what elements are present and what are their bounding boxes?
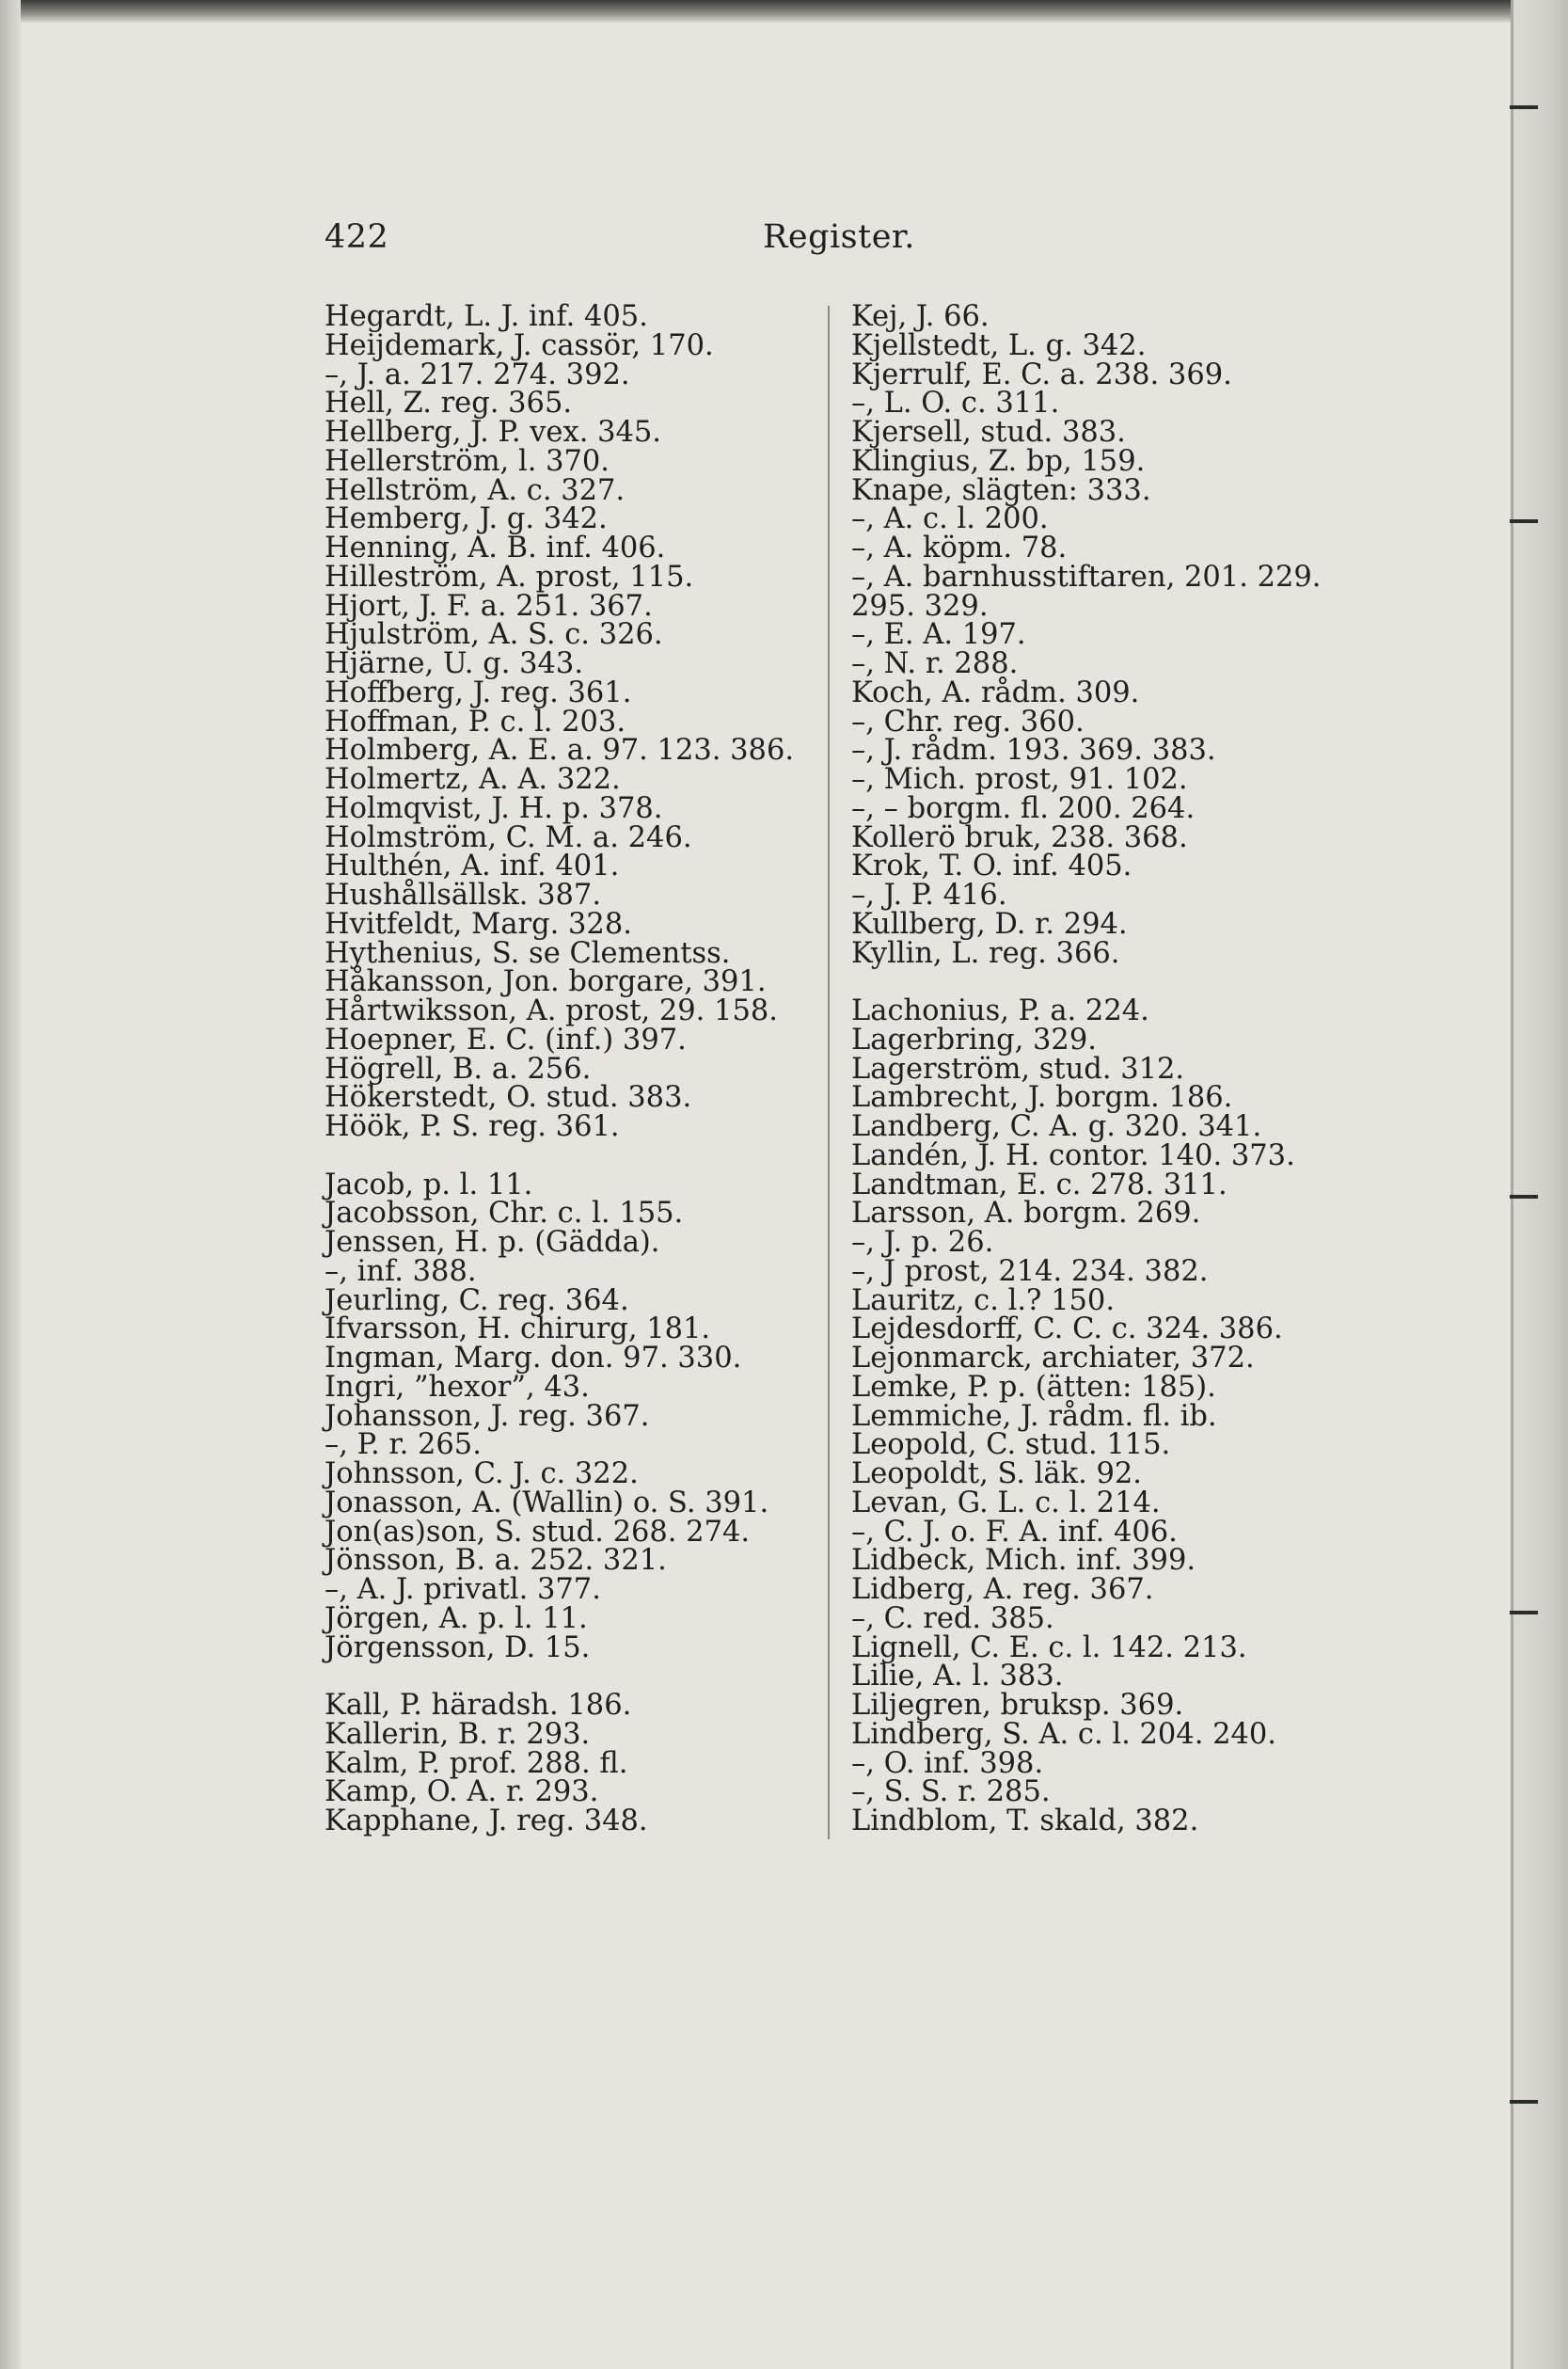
margin-tick	[1510, 519, 1538, 523]
page-number: 422	[325, 218, 389, 256]
register-entry: Hythenius, S. se Clementss.	[325, 936, 731, 970]
register-entry: Lejonmarck, archiater, 372.	[851, 1342, 1255, 1375]
register-entry: Höök, P. S. reg. 361.	[325, 1110, 620, 1143]
register-entry: Lilie, A. l. 383.	[851, 1660, 1064, 1693]
register-entry: Leopoldt, S. läk. 92.	[851, 1457, 1142, 1490]
register-entry: Lemke, P. p. (ätten: 185).	[851, 1370, 1216, 1404]
register-entry: Hjärne, U. g. 343.	[325, 647, 584, 680]
register-entry: –, J. p. 26.	[851, 1226, 994, 1259]
register-entry: Lejdesdorff, C. C. c. 324. 386.	[851, 1312, 1283, 1346]
register-entry: –, J. P. 416.	[851, 879, 1007, 912]
margin-tick	[1510, 105, 1538, 109]
register-entry: Kej, J. 66.	[851, 300, 990, 333]
register-entry: –, A. köpm. 78.	[851, 532, 1068, 564]
register-entry: Hökerstedt, O. stud. 383.	[325, 1081, 692, 1115]
register-entry: Kapphane, J. reg. 348.	[325, 1805, 648, 1837]
section-gap	[851, 968, 1322, 997]
register-entry: Knape, slägten: 333.	[851, 473, 1151, 507]
register-entry: Kjersell, stud. 383.	[851, 416, 1126, 449]
margin-tick	[1510, 1195, 1538, 1199]
register-entry: Jeurling, C. reg. 364.	[325, 1283, 629, 1317]
register-entry: –, A. J. privatl. 377.	[325, 1573, 601, 1606]
register-entry: Krok, T. O. inf. 405.	[851, 850, 1132, 883]
register-column-left	[325, 300, 795, 1837]
column-divider	[828, 306, 830, 1839]
register-entry: –, J prost, 214. 234. 382.	[851, 1254, 1209, 1288]
register-entry: Hilleström, A. prost, 115.	[325, 560, 694, 594]
register-entry: Hegardt, L. J. inf. 405.	[325, 300, 648, 333]
register-entry: Lachonius, P. a. 224.	[851, 994, 1149, 1027]
register-entry: Lindberg, S. A. c. l. 204. 240.	[851, 1717, 1276, 1751]
register-entry: Hellerström, l. 370.	[325, 444, 610, 478]
register-entry: Hellström, A. c. 327.	[325, 473, 626, 507]
register-entry: Ingri, ”hexor”, 43.	[325, 1370, 590, 1404]
register-entry: Lidberg, A. reg. 367.	[851, 1573, 1154, 1606]
register-entry: Lagerbring, 329.	[851, 1023, 1097, 1057]
register-entry: Hoffman, P. c. l. 203.	[325, 705, 626, 739]
register-entry: Hoffberg, J. reg. 361.	[325, 676, 632, 709]
register-entry: Hvitfeldt, Marg. 328.	[325, 907, 632, 941]
register-entry: Hell, Z. reg. 365.	[325, 387, 573, 421]
register-entry: Hellberg, J. P. vex. 345.	[325, 416, 661, 449]
register-entry: Lagerström, stud. 312.	[851, 1052, 1185, 1086]
section-gap	[325, 1662, 794, 1692]
register-entry: Klingius, Z. bp, 159.	[851, 444, 1146, 478]
register-entry: Landén, J. H. contor. 140. 373.	[851, 1138, 1295, 1172]
register-entry: –, C. red. 385.	[851, 1601, 1054, 1635]
register-entry: Holmqvist, J. H. p. 378.	[325, 791, 663, 825]
register-entry: Holmertz, A. A. 322.	[325, 763, 621, 796]
register-entry: Johnsson, C. J. c. 322.	[325, 1457, 639, 1490]
register-entry: Lauritz, c. l.? 150.	[851, 1283, 1116, 1317]
register-entry: –, C. J. o. F. A. inf. 406.	[851, 1515, 1178, 1549]
page-left-edge	[0, 0, 21, 2369]
register-entry: –, O. inf. 398.	[851, 1746, 1044, 1780]
register-entry: Heijdemark, J. cassör, 170.	[325, 328, 714, 362]
register-entry: Landtman, E. c. 278. 311.	[851, 1168, 1227, 1201]
register-entry: –, E. A. 197.	[851, 618, 1026, 652]
register-entry: –, N. r. 288.	[851, 647, 1019, 680]
register-entry: –, inf. 388.	[325, 1254, 477, 1288]
register-entry: Lignell, C. E. c. l. 142. 213.	[851, 1630, 1247, 1664]
register-entry: Jörgensson, D. 15.	[325, 1630, 591, 1664]
register-entry: Lidbeck, Mich. inf. 399.	[851, 1544, 1196, 1578]
section-gap	[325, 1142, 794, 1171]
register-entry: –, J. rådm. 193. 369. 383.	[851, 734, 1216, 768]
register-entry: Jönsson, B. a. 252. 321.	[325, 1544, 667, 1578]
register-entry: Hemberg, J. g. 342.	[325, 502, 608, 536]
register-entry: Lemmiche, J. rådm. fl. ib.	[851, 1399, 1217, 1433]
register-entry: Kjerrulf, E. C. a. 238. 369.	[851, 358, 1232, 391]
register-entry: Kollerö bruk, 238. 368.	[851, 820, 1188, 854]
page-header	[325, 218, 915, 275]
register-entry: Henning, A. B. inf. 406.	[325, 532, 666, 564]
register-entry: Leopold, C. stud. 115.	[851, 1428, 1171, 1462]
register-entry: Kalm, P. prof. 288. fl.	[325, 1746, 628, 1780]
register-entry: Landberg, C. A. g. 320. 341.	[851, 1110, 1262, 1143]
register-entry: Hårtwiksson, A. prost, 29. 158.	[325, 994, 778, 1027]
register-entry: Koch, A. rådm. 309.	[851, 676, 1140, 709]
register-entry: Hjulström, A. S. c. 326.	[325, 618, 663, 652]
register-entry: Kjellstedt, L. g. 342.	[851, 328, 1147, 362]
register-entry: Holmström, C. M. a. 246.	[325, 820, 692, 854]
register-entry: Jacob, p. l. 11.	[325, 1168, 533, 1201]
margin-tick	[1510, 2100, 1538, 2104]
register-entry: Jonasson, A. (Wallin) o. S. 391.	[325, 1486, 769, 1519]
register-entry: Kallerin, B. r. 293.	[325, 1717, 591, 1751]
register-entry: –, S. S. r. 285.	[851, 1775, 1051, 1809]
register-entry: Kyllin, L. reg. 366.	[851, 936, 1120, 970]
register-entry: Johansson, J. reg. 367.	[325, 1399, 650, 1433]
register-entry: Jacobsson, Chr. c. l. 155.	[325, 1197, 684, 1231]
register-entry: Ifvarsson, H. chirurg, 181.	[325, 1312, 711, 1346]
register-entry: Kamp, O. A. r. 293.	[325, 1775, 599, 1809]
register-entry: Jenssen, H. p. (Gädda).	[325, 1226, 660, 1259]
register-entry: Hoepner, E. C. (inf.) 397.	[325, 1023, 687, 1057]
register-entry: –, J. a. 217. 274. 392.	[325, 358, 630, 391]
register-entry: Jon(as)son, S. stud. 268. 274.	[325, 1515, 751, 1549]
register-entry: Jörgen, A. p. l. 11.	[325, 1601, 588, 1635]
register-entry: Liljegren, bruksp. 369.	[851, 1689, 1184, 1722]
register-entry: –, P. r. 265.	[325, 1428, 482, 1462]
register-entry: –, Chr. reg. 360.	[851, 705, 1085, 739]
register-column-right	[851, 300, 1322, 1837]
page-right-edge	[1511, 0, 1568, 2369]
register-entry: Håkansson, Jon. borgare, 391.	[325, 965, 767, 999]
register-entry: Lindblom, T. skald, 382.	[851, 1805, 1199, 1837]
register-entry: Holmberg, A. E. a. 97. 123. 386.	[325, 734, 795, 768]
register-entry: Kullberg, D. r. 294.	[851, 907, 1128, 941]
register-entry: Larsson, A. borgm. 269.	[851, 1197, 1201, 1231]
register-entry: Högrell, B. a. 256.	[325, 1052, 592, 1086]
register-entry: Kall, P. häradsh. 186.	[325, 1689, 632, 1722]
register-entry: Lambrecht, J. borgm. 186.	[851, 1081, 1233, 1115]
register-entry: 295. 329.	[851, 589, 989, 623]
register-entry: –, L. O. c. 311.	[851, 387, 1060, 421]
register-entry: –, Mich. prost, 91. 102.	[851, 763, 1188, 796]
running-title: Register.	[763, 218, 915, 256]
register-entry: Hushållsällsk. 387.	[325, 879, 602, 912]
register-entry: Hjort, J. F. a. 251. 367.	[325, 589, 653, 623]
register-entry: –, A. c. l. 200.	[851, 502, 1049, 536]
margin-tick	[1510, 1611, 1538, 1614]
register-entry: Ingman, Marg. don. 97. 330.	[325, 1342, 742, 1375]
register-entry: –, – borgm. fl. 200. 264.	[851, 791, 1196, 825]
page-top-shadow	[0, 0, 1568, 23]
register-entry: Levan, G. L. c. l. 214.	[851, 1486, 1161, 1519]
register-entry: –, A. barnhusstiftaren, 201. 229.	[851, 560, 1322, 594]
register-entry: Hulthén, A. inf. 401.	[325, 850, 620, 883]
